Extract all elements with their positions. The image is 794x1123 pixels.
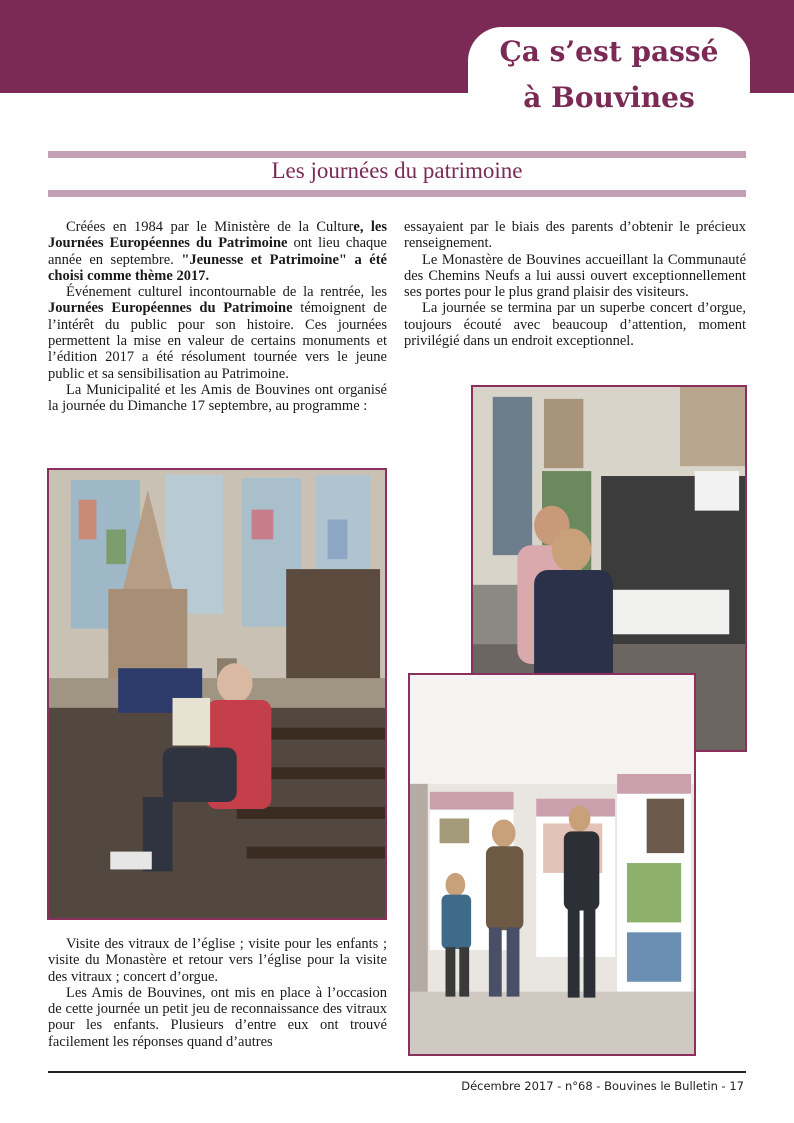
paragraph-continuation: essayaient par le biais des parents d’obtenir le précieux renseignement. — [404, 219, 746, 252]
left-column-bottom — [48, 936, 387, 1050]
section-rule-top — [48, 151, 746, 158]
photo-exhibition-panels — [408, 673, 696, 1056]
header-title-line-2: à Bouvines — [523, 81, 695, 114]
paragraph-game: Les Amis de Bouvines, ont mis en place à l’occasion de cette journée un petit jeu de reconnaissance des vitraux pour les enfants. Plusieurs d’entre eux ont trouvé facilement les réponses quand d’autres — [48, 984, 387, 1050]
footer-rule — [48, 1071, 746, 1073]
left-column-top — [48, 219, 387, 415]
header-title-line-1: Ça s’est passé — [499, 35, 719, 68]
paragraph-intro: Créées en 1984 par le Ministère de la Culture, les Journées Européennes du Patrimoine ont lieu chaque année en septembre. "Jeunesse et Patrimoine" a été choisi comme thème 2017. — [48, 219, 387, 284]
paragraph-event: Événement culturel incontournable de la rentrée, les Journées Européennes du Patrimoine témoignent de l’intérêt du public pour son histoire. Ces journées permettent la mise en valeur de certains monuments et l’édition 2017 a été résolument tournée vers le jeune public et sa sensibilisation au Patrimoine. — [48, 284, 387, 382]
paragraph-concert: La journée se termina par un superbe concert d’orgue, toujours écouté avec beaucoup d’attention, moment privilégié dans un endroit exceptionnel. — [404, 300, 746, 350]
header-title-box — [468, 27, 750, 125]
photo-church-interior — [47, 468, 387, 920]
section-rule-bottom — [48, 190, 746, 197]
paragraph-program: La Municipalité et les Amis de Bouvines ont organisé la journée du Dimanche 17 septembre, au programme : — [48, 381, 387, 415]
paragraph-monastery: Le Monastère de Bouvines accueillant la Communauté des Chemins Neufs a lui aussi ouvert exceptionnellement ses portes pour le plus grand plaisir des visiteurs. — [404, 251, 746, 301]
section-title: Les journées du patrimoine — [271, 158, 523, 183]
page-footer: Décembre 2017 - n°68 - Bouvines le Bulletin - 17 — [461, 1079, 744, 1093]
paragraph-visits: Visite des vitraux de l’église ; visite pour les enfants ; visite du Monastère et retour vers l’église pour la visite des vitraux ; concert d’orgue. — [48, 936, 387, 985]
right-column — [404, 219, 746, 349]
